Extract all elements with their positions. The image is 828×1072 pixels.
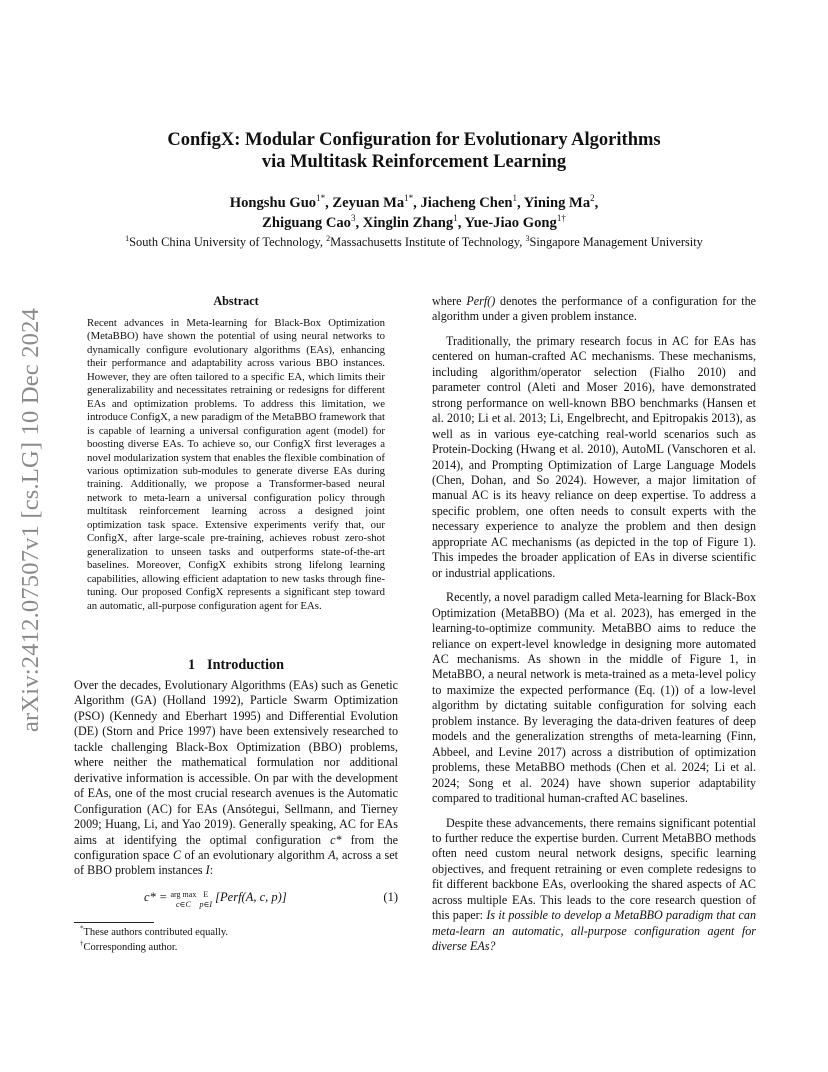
- footnote-text: Corresponding author.: [83, 942, 178, 953]
- equation-number: (1): [383, 890, 398, 904]
- math-symbol: I: [205, 863, 210, 878]
- eq-expectation: [199, 890, 212, 910]
- author-name: Yue-Jiao Gong: [464, 215, 557, 231]
- author-line-2: Zhiguang Cao$^3$, Xinglin Zhang$^1$, Yue-Jiao Gong$^{1\dagger}$: [262, 213, 566, 231]
- eq-argmax: [170, 890, 196, 910]
- arxiv-stamp: arXiv:2412.07507v1 [cs.LG] 10 Dec 2024: [17, 307, 44, 733]
- text-run: denotes the performance of a configuration for the algorithm under a given problem instance.: [432, 294, 756, 324]
- footnote-text: These authors contributed equally.: [83, 927, 229, 938]
- footnote: [80, 940, 228, 955]
- equation-1: [74, 890, 398, 918]
- eq-expect-sub: p∈I: [199, 900, 213, 909]
- eq-op-sub: c∈C: [176, 900, 191, 909]
- math-symbol: A: [328, 847, 336, 862]
- paragraph: Recently, a novel paradigm called Meta-learning for Black-Box Optimization (MetaBBO) (Ma et al. 2023), has emerged in the learning-to-optimize community. MetaBBO aims to reduce the reliance on expert-level knowledge in designing more automated AC mechanisms. As shown in the middle of Figure 1, in MetaBBO, a neural network is meta-trained as a meta-level policy to maximize the expected performance (Eq. (1)) of a low-level algorithm by dictating suitable configuration for solving each problem instance. By leveraging the data-driven features of deep models and the generalization strengths of meta-learning (Finn, Abbeel, and Levine 2017) across a distribution of optimization problems, these MetaBBO methods (Chen et al. 2024; Li et al. 2024; Song et al. 2024) have shown superior adaptability compared to traditional human-crafted AC baselines.: [432, 590, 756, 806]
- affiliation: Singapore Management University: [529, 235, 703, 249]
- footnotes: [80, 925, 228, 955]
- math-symbol: C: [172, 847, 182, 862]
- eq-rhs: [Perf(A, c, p)]: [215, 890, 287, 904]
- author-mark: 1*: [404, 193, 414, 204]
- section-heading: [74, 657, 398, 674]
- author-mark: 2: [590, 193, 595, 204]
- footnote: [80, 925, 228, 940]
- math-symbol: Perf(): [466, 294, 496, 308]
- eq-expect: E: [203, 890, 209, 899]
- section-number: 1: [187, 657, 196, 673]
- paragraph: [432, 816, 756, 955]
- research-question: Is it possible to develop a MetaBBO paradigm that can meta-learn an automatic, all-purpose configuration agent for diverse EAs?: [432, 908, 756, 954]
- paragraph: Traditionally, the primary research focus in AC for EAs has centered on human-crafted AC mechanisms. These mechanisms, including algorithm/operator selection (Fialho 2010) and parameter control (Aleti and Moser 2016), have demonstrated strong performance on well-known BBO benchmarks (Hansen et al. 2010; Li et al. 2013; Li, Engelbrecht, and Epitropakis 2013), as well as in various eye-catching real-world scenarios such as Protein-Docking (Hwang et al. 2010), AutoML (Vanschoren et al. 2014), and Prompting Optimization of Large Language Models (Chen, Dohan, and So 2024). However, a major limitation of manual AC is its heavy reliance on deep expertise. To address a specific problem, one often needs to consult experts with the necessary experience to analyze the problem and then design appropriate AC mechanisms (as depicted in the top of Figure 1). This impedes the broader application of EAs in diverse scientific or industrial applications.: [432, 333, 756, 580]
- paper-title: [0, 129, 828, 173]
- affiliation: South China University of Technology,: [129, 235, 324, 249]
- equation-body: [144, 890, 287, 910]
- footnote-mark: †: [80, 939, 84, 948]
- author-name: Zeyuan Ma: [332, 195, 405, 211]
- author-mark: 1: [512, 193, 517, 204]
- affiliations: [0, 235, 828, 250]
- text-run: :: [209, 863, 214, 878]
- math-symbol: c*: [330, 832, 342, 847]
- eq-op: arg max: [170, 890, 197, 899]
- author-mark: 1*: [316, 193, 326, 204]
- section-title: Introduction: [207, 657, 285, 673]
- author-mark: 1: [453, 213, 458, 224]
- author-name: Jiacheng Chen: [420, 195, 513, 211]
- abstract-body: Recent advances in Meta-learning for Black-Box Optimization (MetaBBO) have shown the potential of using neural networks to dynamically configure evolutionary algorithms (EAs), enhancing their performance and adaptability across various BBO instances. However, they are often tailored to a specific EA, which limits their generalizability and necessitates retraining or redesigns for different EAs and optimization problems. To address this limitation, we introduce ConfigX, a new paradigm of the MetaBBO framework that is capable of learning a universal configuration agent (model) for boosting diverse EAs. To achieve so, our ConfigX first leverages a novel modularization system that enables the flexible combination of various optimization sub-modules to generate diverse EAs during training. Additionally, we propose a Transformer-based neural network to meta-learn a universal configuration policy through multitask reinforcement learning across a designed joint optimization task space. Extensive experiments verify that, our ConfigX, after large-scale pre-training, achieves robust zero-shot generalization to unseen tasks and outperforms state-of-the-art baselines. Moreover, ConfigX exhibits strong lifelong learning capabilities, allowing efficient adaptation to new tasks through fine-tuning. Our proposed ConfigX represents a significant step toward an automatic, all-purpose configuration agent for EAs.: [87, 317, 385, 612]
- text-run: , across a set of BBO problem instances: [74, 847, 398, 878]
- author-name: Hongshu Guo: [229, 195, 317, 211]
- text-run: of an evolutionary algorithm: [181, 847, 329, 862]
- author-list: [0, 193, 828, 233]
- eq-lhs: c* =: [144, 890, 168, 904]
- paragraph: [432, 294, 756, 325]
- author-mark: 1†: [556, 213, 566, 224]
- intro-paragraph: [74, 678, 398, 879]
- affil-mark: 3: [525, 233, 530, 243]
- text-run: where: [432, 294, 467, 308]
- right-column: [432, 294, 756, 955]
- footnote-divider: [74, 922, 154, 923]
- title-line-1: ConfigX: Modular Configuration for Evolutionary Algorithms: [167, 130, 661, 150]
- author-line-1: Hongshu Guo$^{1*}$, Zeyuan $Ma^{1*}$, Jiacheng Chen$^1$, Yining Ma$^2$,: [229, 193, 599, 211]
- abstract-heading: Abstract: [213, 294, 259, 308]
- intro-text: [74, 678, 398, 879]
- text-run: from the configuration space: [74, 832, 398, 862]
- author-name: Yining Ma: [523, 195, 591, 211]
- author-name: Zhiguang Cao: [262, 215, 351, 231]
- affil-mark: 2: [326, 233, 331, 243]
- footnote-mark: *: [80, 924, 84, 933]
- text-run: Over the decades, Evolutionary Algorithms (EAs) such as Genetic Algorithm (GA) (Holland 1992), Particle Swarm Optimization (PSO) (Kennedy and Eberhart 1995) and Differential Evolution (DE) (Storn and Price 1997) have been extensively researched to tackle challenging Black-Box Optimization (BBO) problems, where neither the mathematical formulation nor additional derivative information is accessible. On par with the development of EAs, one of the most crucial research avenues is the Automatic Configuration (AC) for EAs (Ansótegui, Sellmann, and Tierney 2009; Huang, Li, and Yao 2019). Generally speaking, AC for EAs aims at identifying the optimal configuration: [74, 678, 398, 847]
- affiliation: Massachusetts Institute of Technology,: [330, 235, 523, 249]
- author-mark: 3: [350, 213, 356, 224]
- text-run: Despite these advancements, there remains significant potential to further reduce the expertise burden. Current MetaBBO methods often need custom neural network designs, specific learning objectives, and frequent retraining or even complete redesigns to fit different backbone EAs, overlooking the shared aspects of AC across multiple EAs. This leads to the core research question of this paper:: [432, 815, 756, 923]
- author-name: Xinglin Zhang: [362, 215, 454, 231]
- affil-mark: 1: [125, 233, 130, 243]
- title-line-2: via Multitask Reinforcement Learning: [261, 152, 567, 172]
